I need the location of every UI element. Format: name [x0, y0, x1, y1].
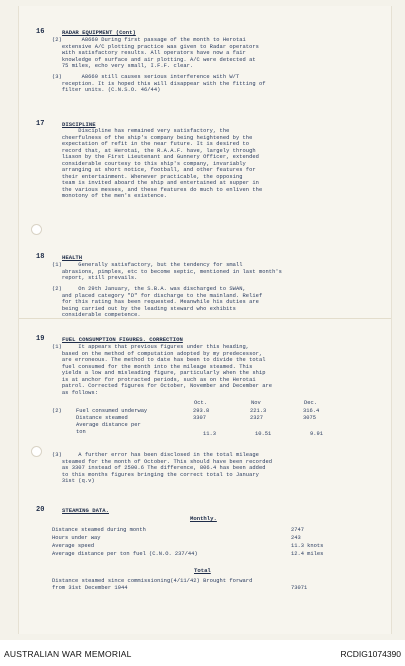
- table-row-label: Distance steamed: [76, 415, 128, 421]
- table-cell: 3307: [193, 415, 206, 421]
- monthly-label: Hours under way: [52, 535, 101, 541]
- monthly-label: Distance steamed during month: [52, 527, 146, 533]
- section-number-19: 19: [36, 335, 45, 343]
- monthly-label: Average speed: [52, 543, 95, 549]
- table-cell: 10.51: [255, 431, 272, 437]
- section-heading-steaming: STEAMING DATA.: [62, 507, 109, 514]
- section-heading-fuel: FUEL CONSUMPTION FIGURES. CORRECTION: [62, 336, 183, 343]
- footer-archive-name: AUSTRALIAN WAR MEMORIAL: [4, 649, 132, 659]
- total-text: Distance steamed since commissioning(4/11/42) Brought forward from 31st December 1944: [52, 578, 253, 591]
- fuel-paragraph-3: (3) A further error has been disclosed in the total mileage steamed for the month of October. This should have been recorded as 3307 instead of 2500.6 The difference, 806.4 has been added to this months figures bringing the correct total to January 31st (q.v): [52, 452, 273, 484]
- health-paragraph-1: (1) Generally satisfactory, but the tendency for small abrasions, pimples, etc to become septic, mentioned in last month's report, still prevails.: [52, 262, 282, 281]
- monthly-value: 11.3 knots: [291, 543, 324, 549]
- section-number-17: 17: [36, 120, 45, 128]
- table-cell: 293.8: [193, 408, 210, 414]
- table-row-label: Average distance per ton: [76, 422, 141, 435]
- radar-paragraph-2: (2) A8660 During first passage of the month to Herotai extensive A/C plotting practice was given to Radar operators with satisfactory results. All operators have now a fair knowledge of surface and air plotting. A/C were detected at 75 miles, echo very small, I.F.F. clear.: [52, 37, 259, 69]
- table-cell: 9.91: [310, 431, 323, 437]
- table-col-nov: Nov: [251, 400, 261, 406]
- section-heading-discipline: DISCIPLINE: [62, 121, 96, 128]
- table-col-oct: Oct.: [194, 400, 207, 406]
- section-heading-radar: RADAR EQUIPMENT (Cont): [62, 29, 136, 36]
- section-number-18: 18: [36, 253, 45, 261]
- punch-hole: [31, 224, 42, 235]
- table-row-label: Fuel consumed underway: [76, 408, 148, 414]
- table-col-dec: Dec.: [304, 400, 317, 406]
- total-value: 73071: [291, 585, 308, 591]
- footer-record-id: RCDIG1074390: [340, 649, 401, 659]
- monthly-label: Average distance per ton fuel (C.N.O. 237/44): [52, 551, 198, 557]
- section-number-20: 20: [36, 506, 45, 514]
- monthly-subheading: Monthly.: [190, 515, 217, 522]
- table-cell: 221.3: [250, 408, 267, 414]
- table-cell: 11.3: [203, 431, 216, 437]
- punch-hole: [31, 446, 42, 457]
- monthly-value: 243: [291, 535, 301, 541]
- archive-footer: [0, 640, 405, 666]
- table-cell: 3075: [303, 415, 316, 421]
- radar-paragraph-3: (3) A8660 still causes serious interference with W/T reception. It is hoped this will disappear with the fitting of filter units. (C.N.S.O. 46/44): [52, 74, 266, 93]
- table-cell: 2327: [250, 415, 263, 421]
- health-paragraph-2: (2) On 29th January, the S.B.A. was discharged to SWAN, and placed category "D" for discharge to the mainland. Relief for this rating has been requested. Meanwhile his duties are being carried out by the leading steward who exhibits considerable competence.: [52, 286, 263, 318]
- section-number-16: 16: [36, 28, 45, 36]
- monthly-value: 12.4 miles: [291, 551, 324, 557]
- total-subheading: Total: [194, 567, 211, 574]
- fuel-paragraph-1: (1) It appears that previous figures under this heading, based on the method of computation adopted by my predecessor, are erroneous. The method to date has been to divide the total fuel consumed for the month into the mileage steamed. This yields a low and misleading figure, particularly when the ship is at anchor for protracted periods, such as on the Herotai patrol. Corrected figures for October, November and December are as follows:: [52, 344, 273, 396]
- discipline-paragraph: Discipline has remained very satisfactory, the cheerfulness of the ship's company being heightened by the expectation of refit in the near future. It is desired to record that, at Herotai, the R.A.A.F. have, largely through liason by the First Lieutenant and Gunnery Officer, extended considerable courtesy to this ship's company, invariably arranging at short notice, football, and other features for their entertainment. Whenever practicable, the opposing team is invited aboard the ship and entertained at supper in the various messes, and these features do much to enliven the monotony of the men's existence.: [61, 128, 263, 199]
- monthly-value: 2747: [291, 527, 304, 533]
- section-heading-health: HEALTH: [62, 254, 83, 261]
- table-cell: 316.4: [303, 408, 320, 414]
- table-row-prefix: (2): [52, 408, 62, 414]
